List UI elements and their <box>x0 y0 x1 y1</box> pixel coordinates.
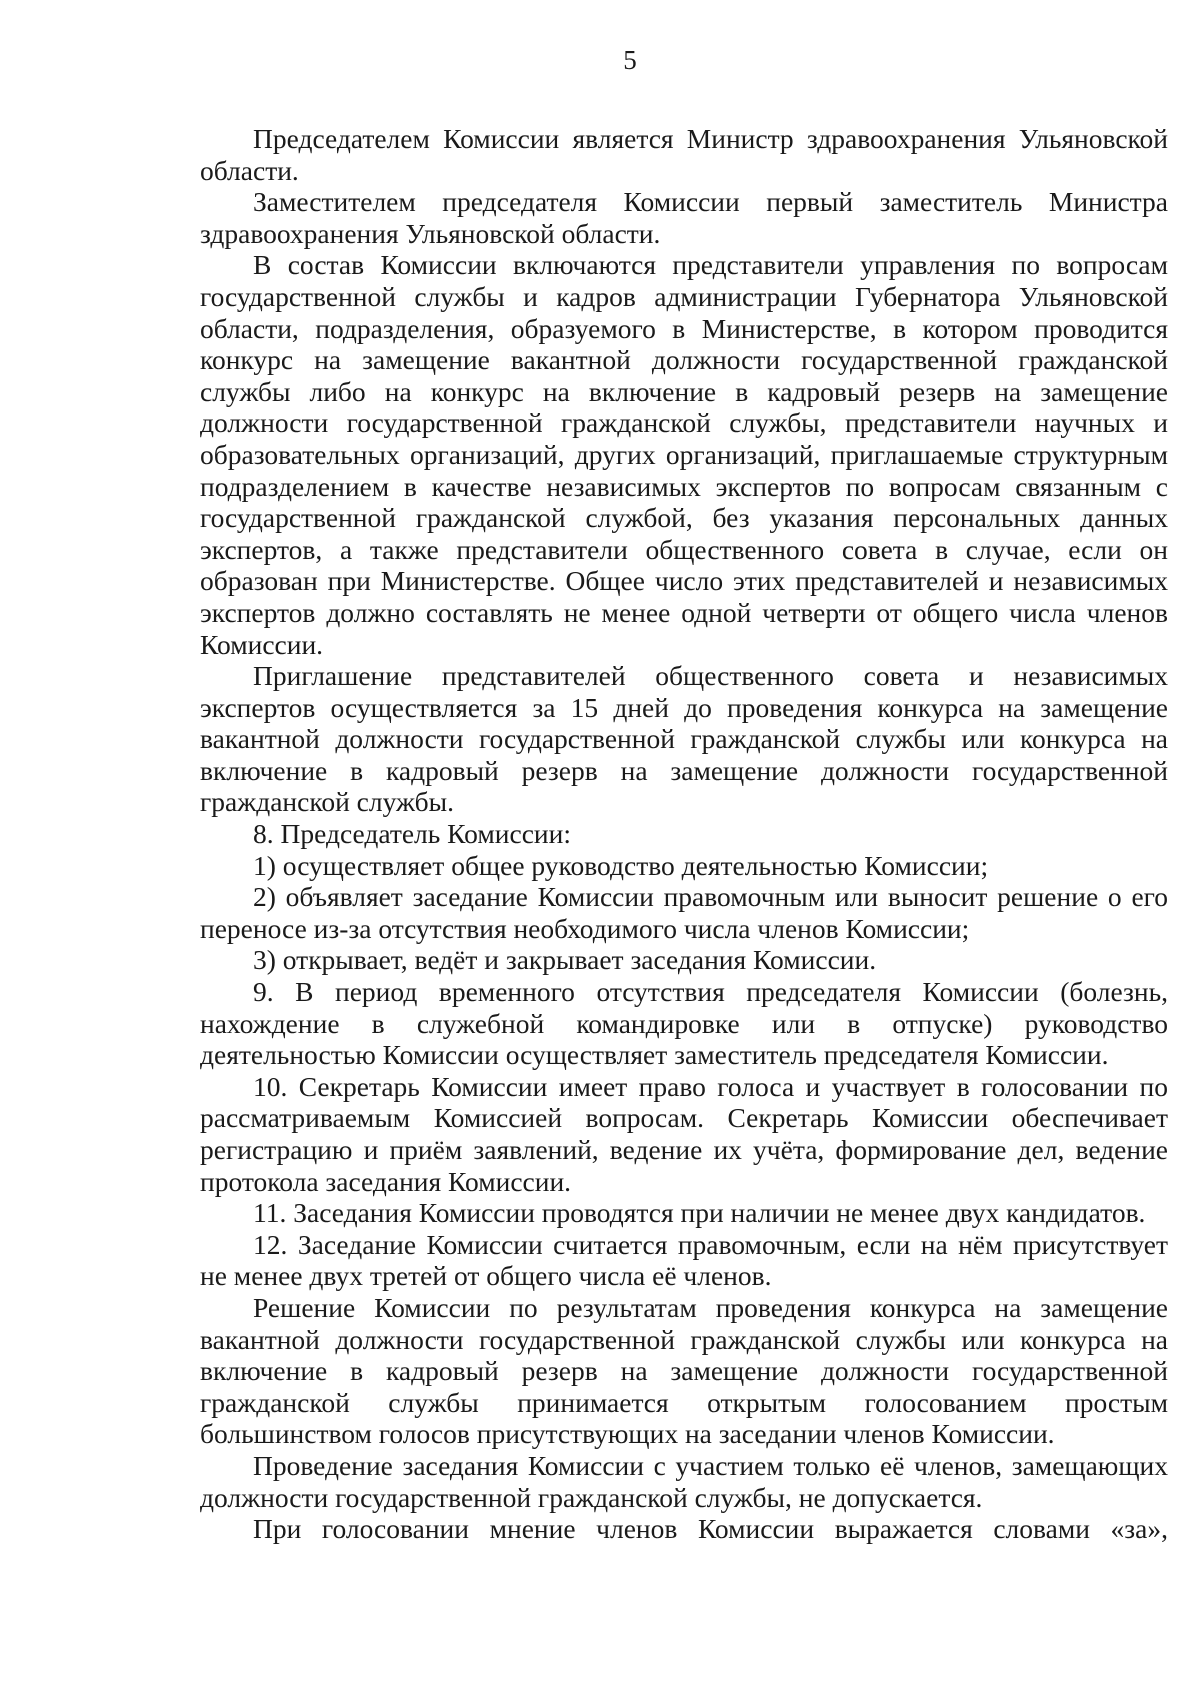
paragraph: При голосовании мнение членов Комиссии выражается словами «за», <box>253 1513 1168 1545</box>
paragraph: В состав Комиссии включаются представители управления по вопросам государственной службы и кадров администрации Губернатора Ульяновской области, подразделения, образуемого в Министерстве, в котором проводится конкурс на замещение вакантной должности государственной гражданской службы либо на конкурс на включение в кадровый резерв на замещение должности государственной гражданской службы, представители научных и образовательных организаций, других организаций, приглашаемые структурным подразделением в качестве независимых экспертов по вопросам связанным с государственной гражданской службой, без указания персональных данных экспертов, а также представители общественного совета в случае, если он образован при Министерстве. Общее число этих представителей и независимых экспертов должно составлять не менее одной четверти от общего числа членов Комиссии. <box>200 249 1168 660</box>
paragraph: 1) осуществляет общее руководство деятельностью Комиссии; <box>253 849 989 881</box>
paragraph: Решение Комиссии по результатам проведения конкурса на замещение вакантной должности государственной гражданской службы или конкурса на включение в кадровый резерв на замещение должности государственной гражданской службы принимается открытым голосованием простым большинством голосов присутствующих на заседании членов Комиссии. <box>200 1291 1168 1450</box>
paragraph: Приглашение представителей общественного совета и независимых экспертов осуществляется за 15 дней до проведения конкурса на замещение вакантной должности государственной гражданской службы или конкурса на включение в кадровый резерв на замещение должности государственной гражданской службы. <box>200 660 1168 818</box>
page-number: 5 <box>623 45 637 75</box>
paragraph: 3) открывает, ведёт и закрывает заседания Комиссии. <box>253 944 877 976</box>
paragraph: 12. Заседание Комиссии считается правомочным, если на нём присутствует не менее двух третей от общего числа её членов. <box>200 1228 1168 1292</box>
paragraph: 9. В период временного отсутствия председателя Комиссии (болезнь, нахождение в служебной командировке или в отпуске) руководство деятельностью Комиссии осуществляет заместитель председателя Комиссии. <box>200 976 1168 1071</box>
paragraph: 11. Заседания Комиссии проводятся при наличии не менее двух кандидатов. <box>253 1197 1146 1229</box>
paragraph: Проведение заседания Комиссии с участием только её членов, замещающих должности государственной гражданской службы, не допускается. <box>200 1449 1168 1513</box>
paragraph: Заместителем председателя Комиссии первый заместитель Министра здравоохранения Ульяновской области. <box>200 186 1168 249</box>
paragraph: 8. Председатель Комиссии: <box>253 818 571 850</box>
document-body <box>200 123 1168 1545</box>
paragraph: 10. Секретарь Комиссии имеет право голоса и участвует в голосовании по рассматриваемым Комиссией вопросам. Секретарь Комиссии обеспечивает регистрацию и приём заявлений, ведение их учёта, формирование дел, ведение протокола заседания Комиссии. <box>200 1070 1168 1197</box>
paragraph: 2) объявляет заседание Комиссии правомочным или выносит решение о его переносе из-за отсутствия необходимого числа членов Комиссии; <box>200 881 1168 944</box>
paragraph: Председателем Комиссии является Министр здравоохранения Ульяновской области. <box>200 123 1168 186</box>
